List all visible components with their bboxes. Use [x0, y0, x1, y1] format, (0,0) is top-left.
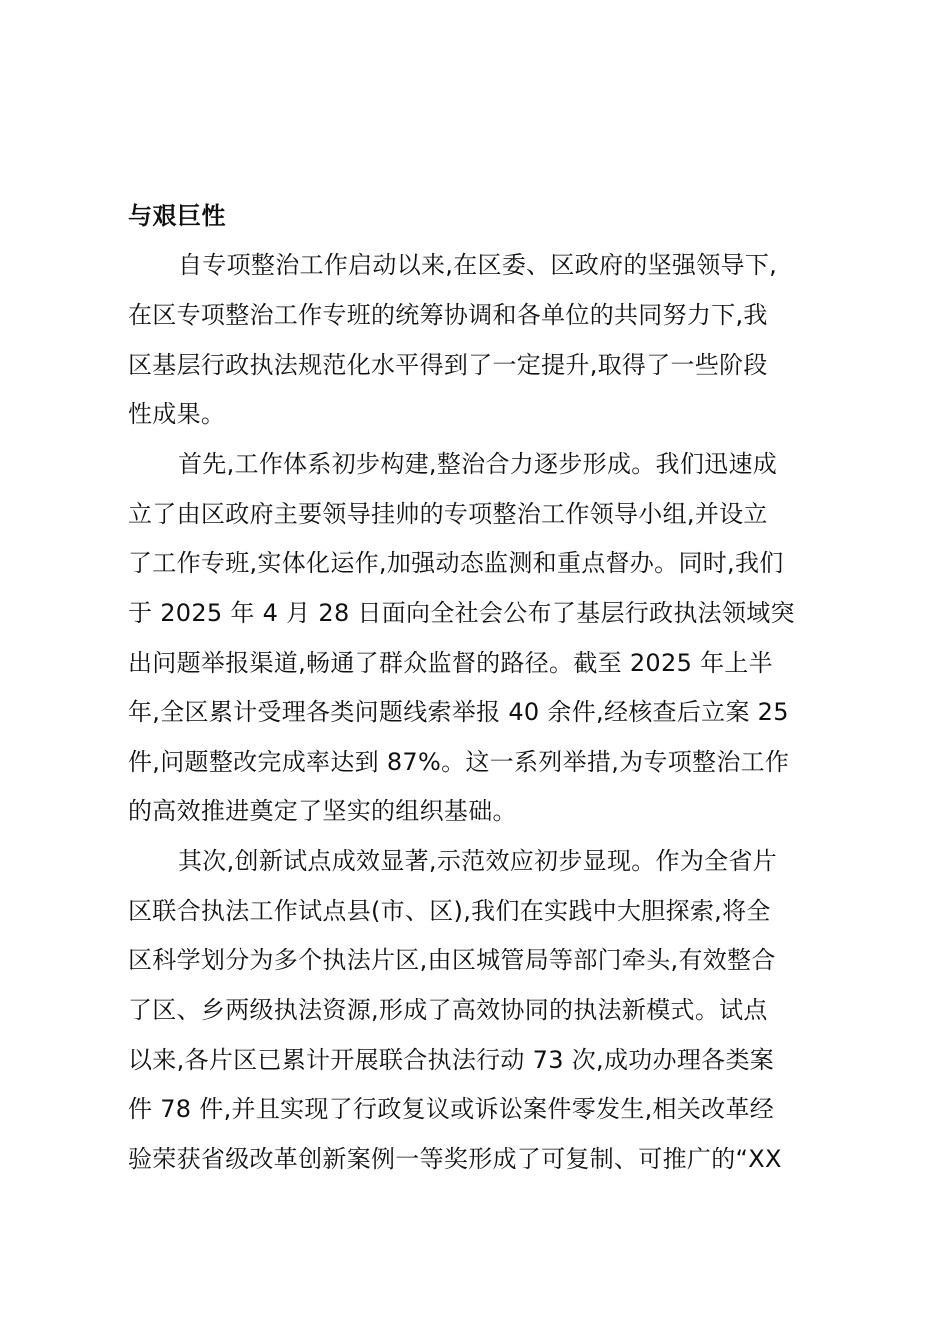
paragraph-1-line-3: 区基层行政执法规范化水平得到了一定提升,取得了一些阶段: [128, 351, 768, 379]
paragraph-2-line-6: 年,全区累计受理各类问题线索举报 40 余件,经核查后立案 25: [128, 698, 789, 726]
paragraph-2-line-5: 出问题举报渠道,畅通了群众监督的路径。截至 2025 年上半: [128, 649, 773, 677]
section-heading: 与艰巨性: [128, 202, 226, 230]
paragraph-2-line-8: 的高效推进奠定了坚实的组织基础。: [128, 797, 517, 825]
paragraph-3-line-1: 其次,创新试点成效显著,示范效应初步显现。作为全省片: [178, 847, 778, 875]
paragraph-2-line-1: 首先,工作体系初步构建,整治合力逐步形成。我们迅速成: [178, 450, 778, 478]
paragraph-2-line-2: 立了由区政府主要领导挂帅的专项整治工作领导小组,并设立: [128, 500, 768, 528]
paragraph-2-line-4: 于 2025 年 4 月 28 日面向全社会公布了基层行政执法领域突: [128, 599, 795, 627]
paragraph-2-line-3: 了工作专班,实体化运作,加强动态监测和重点督办。同时,我们: [128, 549, 784, 577]
paragraph-1-line-1: 自专项整治工作启动以来,在区委、区政府的坚强领导下,: [178, 251, 778, 279]
paragraph-3-line-2: 区联合执法工作试点县(市、区),我们在实践中大胆探索,将全: [128, 897, 771, 925]
paragraph-3-line-4: 了区、乡两级执法资源,形成了高效协同的执法新模式。试点: [128, 996, 768, 1024]
paragraph-1-line-4: 性成果。: [128, 400, 226, 428]
paragraph-3-line-7: 验荣获省级改革创新案例一等奖形成了可复制、可推广的“XX: [128, 1145, 782, 1173]
paragraph-3-line-6: 件 78 件,并且实现了行政复议或诉讼案件零发生,相关改革经: [128, 1095, 775, 1123]
paragraph-1-line-2: 在区专项整治工作专班的统筹协调和各单位的共同努力下,我: [128, 301, 768, 329]
paragraph-3-line-3: 区科学划分为多个执法片区,由区城管局等部门牵头,有效整合: [128, 946, 776, 974]
paragraph-3-line-5: 以来,各片区已累计开展联合执法行动 73 次,成功办理各类案: [128, 1046, 775, 1074]
paragraph-2-line-7: 件,问题整改完成率达到 87%。这一系列举措,为专项整治工作: [128, 748, 790, 776]
